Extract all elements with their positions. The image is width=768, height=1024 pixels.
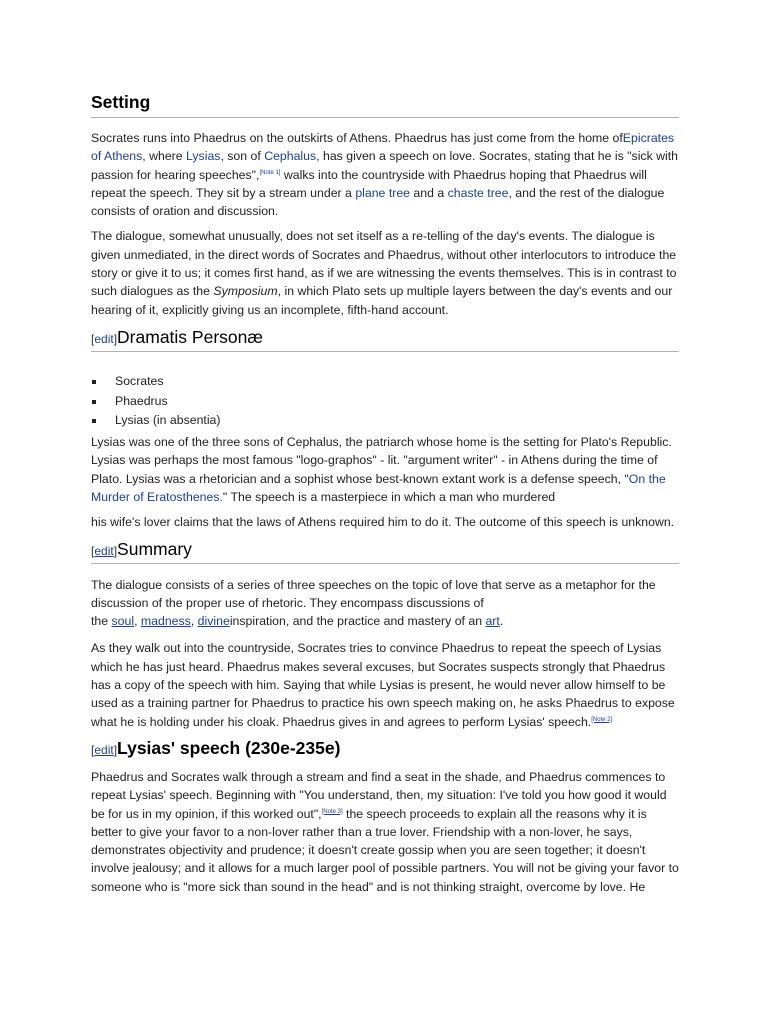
link-lysias[interactable]: Lysias (186, 149, 221, 164)
text: . (499, 614, 504, 629)
text: and a (410, 185, 448, 200)
list-item (91, 372, 679, 392)
edit-section: [edit] (91, 742, 118, 757)
link-madness[interactable]: madness (140, 614, 191, 629)
text: , has given a speech on love. Socrates, stating that he is "sick with passion for hearing speeches", (91, 149, 679, 182)
link-divine[interactable]: divine (197, 614, 230, 629)
text: , and the rest of the dialogue consists of oration and discussion. (91, 185, 665, 219)
link-plane-tree[interactable]: plane tree (355, 185, 411, 200)
bullet-icon (92, 380, 96, 384)
link-soul[interactable]: soul (111, 614, 135, 629)
footnote-ref-3 (322, 809, 343, 815)
text: inspiration, and the practice and mastery of an (229, 614, 486, 629)
heading-summary (91, 539, 679, 564)
text: , where (142, 149, 187, 164)
text: , (134, 614, 141, 629)
heading-setting: Setting (91, 92, 679, 118)
list-item-label: Socrates (115, 373, 164, 388)
text: Lysias was one of the three sons of Cephalus, the patriarch whose home is the setting for Plato's Republic. Lysias was perhaps the most famous "logo-graphos" - lit. "argument writer" - in Athens during the time of Plato. Lysias was a rhetorician and a sophist whose best-known extant work is a defense speech, " (91, 435, 672, 486)
list-item (91, 392, 679, 412)
footnote-ref-2 (591, 717, 612, 723)
setting-paragraph-1 (91, 129, 679, 220)
text: The dialogue, somewhat unusually, does not set itself as a re-telling of the day's events. The dialogue is given unmediated, in the direct words of Socrates and Phaedrus, without other interlocutors to introduce the story or give it to us; it comes first hand, as if we are witnessing the events themselves. This is in contrast to such dialogues as the (91, 229, 677, 299)
text: the speech proceeds to explain all the reasons why it is better to give your favor to a non-lover rather than a true lover. Friendship with a non-lover, he says, demonstrates objectivity and prudence; it doesn't create gossip when you are seen together; it doesn't involve jealousy; and it allows for a much larger pool of possible partners. You will not be giving your favor to someone who is "more sick than sound in the head" and is not thinking straight, overcome by love. He (91, 806, 679, 894)
text: " The speech is a masterpiece in which a man who murdered (222, 489, 556, 504)
edit-link-dramatis[interactable]: edit (94, 331, 114, 346)
heading-text: Dramatis Personæ (117, 326, 263, 347)
heading-dramatis-personae (91, 327, 679, 352)
summary-paragraph-1 (91, 576, 679, 631)
text: Socrates runs into Phaedrus on the outskirts of Athens. Phaedrus has just come from the home of (91, 131, 623, 145)
edit-link-lysias-speech[interactable]: edit (94, 742, 114, 757)
heading-text: Summary (117, 538, 192, 559)
text: , in which Plato sets up multiple layers between the day's events and our hearing of it, explicitly giving us an incomplete, fifth-hand account. (91, 284, 673, 317)
summary-paragraph-2 (91, 639, 679, 730)
bullet-icon (92, 400, 96, 404)
text: the (91, 614, 112, 629)
text: walks into the countryside with Phaedrus hoping that Phaedrus will repeat the speech. They sit by a stream under a (91, 167, 647, 200)
symposium-title: Symposium (213, 284, 278, 299)
link-art[interactable]: art (485, 614, 500, 629)
note-1-link[interactable]: [Note 1] (259, 169, 281, 176)
edit-section: [edit] (91, 331, 118, 346)
article-body (91, 92, 679, 896)
text: The dialogue consists of a series of three speeches on the topic of love that serve as a metaphor for the discussion of the proper use of rhetoric. They encompass discussions of (91, 577, 656, 610)
lysias-speech-paragraph-1 (91, 768, 679, 896)
setting-paragraph-2 (91, 227, 679, 318)
heading-lysias-speech (91, 738, 679, 762)
link-epicrates-of-athens[interactable]: Epicrates of Athens (91, 131, 675, 164)
link-cephalus[interactable]: Cephalus (264, 149, 317, 164)
heading-text: Lysias' speech (230e-235e) (117, 737, 341, 758)
dramatis-paragraph-1 (91, 433, 679, 506)
note-3-link[interactable]: [Note 3] (321, 808, 343, 815)
list-item (91, 411, 679, 431)
text: , (190, 614, 198, 629)
bullet-icon (92, 419, 96, 423)
text: As they walk out into the countryside, Socrates tries to convince Phaedrus to repeat the speech of Lysias which he has just heard. Phaedrus makes several excuses, but Socrates suspects strongly that Phaedrus has a copy of the speech with him. Saying that while Lysias is present, he would never allow himself to be used as a training partner for Phaedrus to practice his own speech making on, he asks Phaedrus to expose what he is holding under his cloak. Phaedrus gives in and agrees to perform Lysias' speech. (91, 641, 675, 729)
text: Phaedrus and Socrates walk through a stream and find a seat in the shade, and Phaedrus commences to repeat Lysias' speech. Beginning with "You understand, then, my situation: I've told you how good it would be for us in my opinion, if this worked out", (91, 769, 667, 821)
edit-link-summary[interactable]: edit (94, 543, 114, 558)
edit-section: [edit] (91, 543, 118, 558)
note-2-link[interactable]: [Note 2] (591, 716, 613, 723)
footnote-ref-1 (259, 170, 280, 176)
list-item-label: Lysias (in absentia) (115, 413, 221, 428)
dramatis-paragraph-2: his wife's lover claims that the laws of Athens required him to do it. The outcome of this speech is unknown. (91, 515, 675, 530)
list-item-label: Phaedrus (115, 393, 168, 408)
character-list (91, 372, 679, 431)
link-murder-of-eratosthenes[interactable]: On the Murder of Eratosthenes. (91, 471, 666, 504)
link-chaste-tree[interactable]: chaste tree (447, 185, 509, 200)
text: , son of (220, 149, 265, 164)
